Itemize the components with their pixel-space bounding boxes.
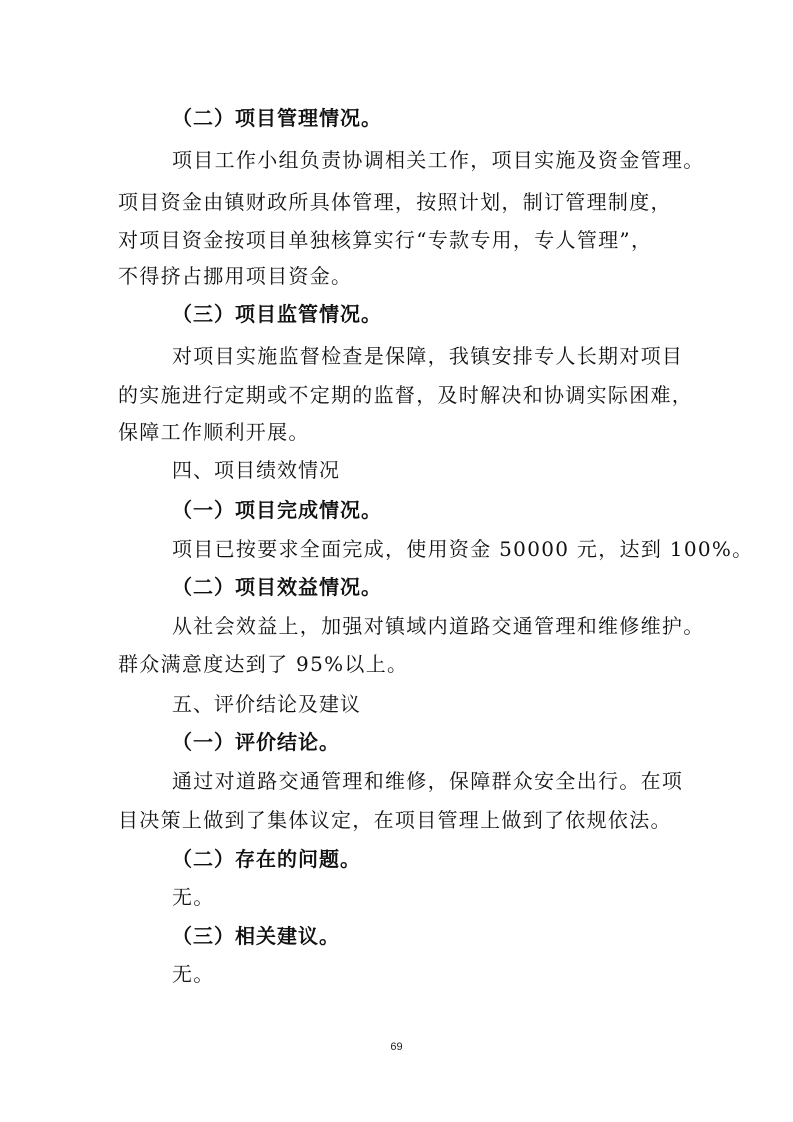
section-heading-conclusion: （一）评价结论。 <box>172 730 340 754</box>
body-line: 保障工作顺利开展。 <box>118 420 310 444</box>
body-line: 不得挤占挪用项目资金。 <box>118 264 353 288</box>
body-line: 通过对道路交通管理和维修，保障群众安全出行。在项 <box>172 769 684 793</box>
chapter-heading-conclusion: 五、评价结论及建议 <box>172 692 361 716</box>
body-line: 无。 <box>172 962 215 986</box>
body-line: 无。 <box>172 885 215 909</box>
page-number: 69 <box>390 1041 403 1053</box>
body-line: 目决策上做到了集体议定，在项目管理上做到了依规依法。 <box>118 808 672 832</box>
body-line: 项目工作小组负责协调相关工作，项目实施及资金管理。 <box>172 148 705 172</box>
chapter-heading-performance: 四、项目绩效情况 <box>172 458 340 482</box>
body-line: 项目资金由镇财政所具体管理，按照计划，制订管理制度， <box>118 190 672 214</box>
body-line: 对项目资金按项目单独核算实行“专款专用，专人管理”， <box>118 228 653 252</box>
section-heading-issues: （二）存在的问题。 <box>172 847 361 871</box>
section-heading-benefit: （二）项目效益情况。 <box>172 575 382 599</box>
body-line: 的实施进行定期或不定期的监督，及时解决和协调实际困难， <box>118 383 694 407</box>
body-line: 项目已按要求全面完成，使用资金 50000 元，达到 100%。 <box>172 537 754 561</box>
body-line: 从社会效益上，加强对镇域内道路交通管理和维修维护。 <box>172 614 705 638</box>
body-line: 对项目实施监督检查是保障，我镇安排专人长期对项目 <box>172 344 684 368</box>
section-heading-completion: （一）项目完成情况。 <box>172 498 382 522</box>
section-heading-supervision: （三）项目监管情况。 <box>172 302 382 326</box>
section-heading-suggestions: （三）相关建议。 <box>172 924 340 948</box>
section-heading-management: （二）项目管理情况。 <box>172 106 382 130</box>
body-line: 群众满意度达到了 95%以上。 <box>118 652 409 676</box>
